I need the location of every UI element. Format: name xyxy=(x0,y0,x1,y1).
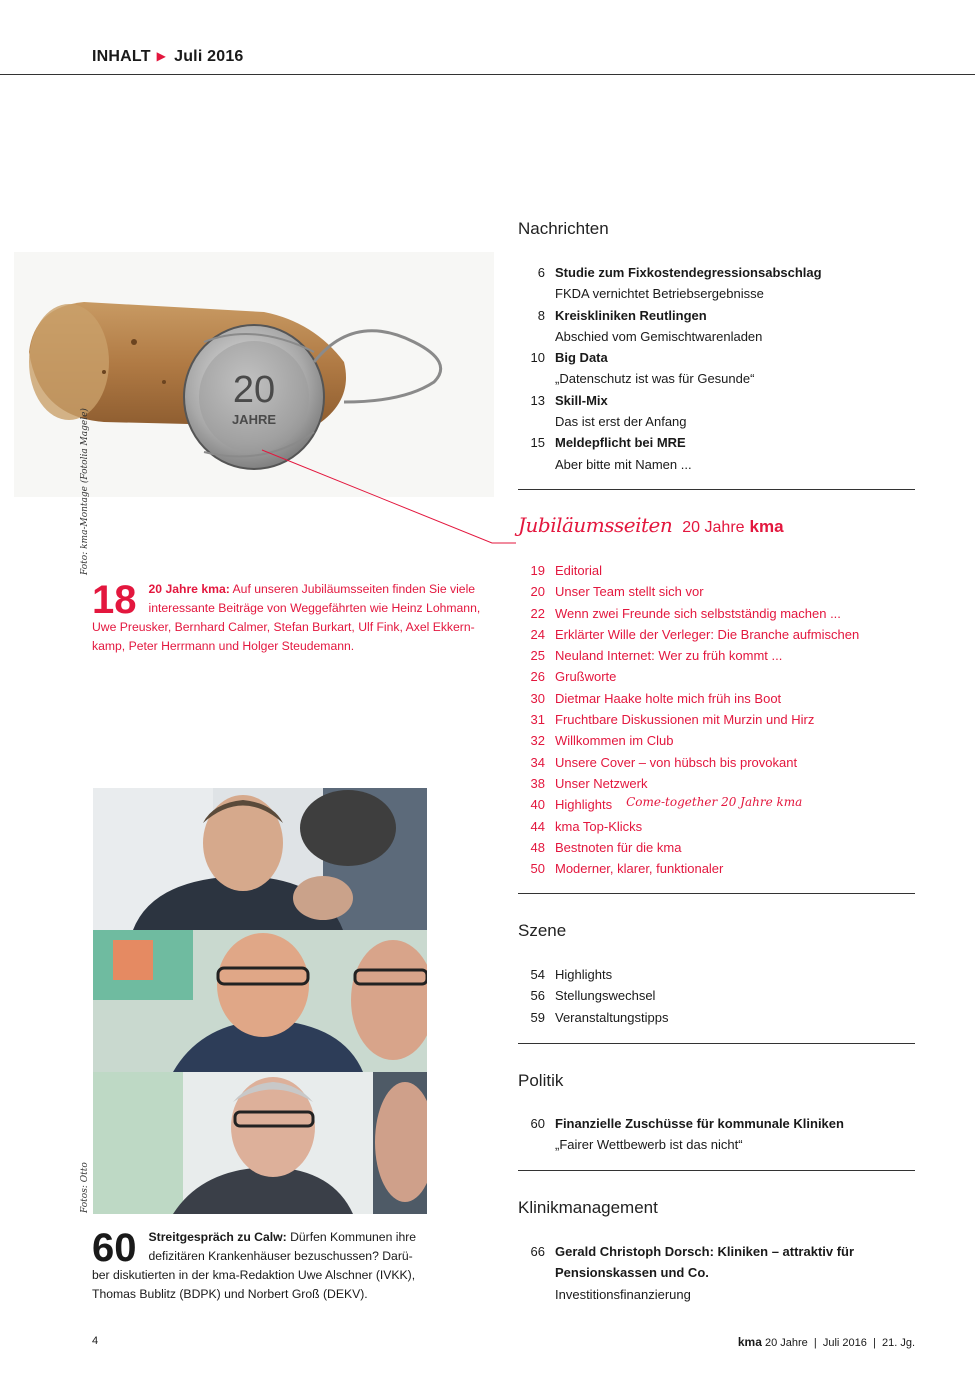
toc-title: Skill-Mix xyxy=(555,392,608,408)
footer-details: 20 Jahre | Juli 2016 | 21. Jg. xyxy=(764,1337,915,1349)
toc-page: 13 xyxy=(530,392,545,408)
feature-caption-bottom xyxy=(92,1228,428,1304)
toc-entry[interactable] xyxy=(518,730,859,751)
toc-page: 32 xyxy=(530,733,545,749)
toc-entry[interactable] xyxy=(518,858,859,879)
jubilaeum-title: 20 Jahre xyxy=(682,519,745,536)
feature-caption-top xyxy=(92,580,484,656)
toc-title: Fruchtbare Diskussionen mit Murzin und Hirz xyxy=(555,712,815,728)
toc-szene xyxy=(518,964,668,1028)
toc-title: Moderner, klarer, funktionaler xyxy=(555,861,724,877)
toc-title: Kreiskliniken Reutlingen xyxy=(555,307,707,323)
feature-lead: 20 Jahre kma: xyxy=(148,582,230,596)
section-divider xyxy=(518,1043,915,1044)
section-divider xyxy=(518,489,915,490)
toc-title: Unsere Cover – von hübsch bis provokant xyxy=(555,754,798,770)
toc-title: Veranstaltungstipps xyxy=(555,1009,669,1025)
toc-entry[interactable] xyxy=(518,794,859,815)
toc-title: Unser Team stellt sich vor xyxy=(555,584,704,600)
toc-title-continued: Pensionskassen und Co. xyxy=(555,1265,709,1281)
page-number: 4 xyxy=(92,1335,99,1347)
toc-entry[interactable] xyxy=(518,560,859,581)
toc-entry[interactable] xyxy=(518,666,859,687)
toc-entry[interactable] xyxy=(518,1241,854,1262)
feature-page-number: 60 xyxy=(92,1226,137,1270)
toc-title: Unser Netzwerk xyxy=(555,775,648,791)
photo-credit: Foto: kma-Montage (Fotolia Magele) xyxy=(80,408,90,575)
footer-brand: kma xyxy=(737,1335,762,1349)
toc-page: 30 xyxy=(530,690,545,706)
section-title-nachrichten: Nachrichten xyxy=(518,219,609,238)
jubilaeum-brand: kma xyxy=(749,517,784,536)
feature-text: Dürfen Kommunen ihre defizitären Krankenhäuser bezuschussen? Darü-ber diskutierten in der kma-Redaktion Uwe Alschner (IVKK), Thomas Bublitz (BDPK) und Norbert Groß (DEKV). xyxy=(92,1230,417,1301)
toc-entry[interactable] xyxy=(518,1113,844,1134)
discussion-photo-3 xyxy=(93,1072,427,1214)
triangle-right-icon: ▶ xyxy=(156,49,167,63)
toc-page: 19 xyxy=(530,563,545,578)
toc-entry[interactable] xyxy=(518,432,822,453)
toc-entry[interactable] xyxy=(518,688,859,709)
toc-entry[interactable] xyxy=(518,985,668,1006)
toc-subtitle: Das ist erst der Anfang xyxy=(555,414,687,430)
toc-page: 56 xyxy=(530,988,545,1004)
toc-klinikmanagement xyxy=(518,1241,854,1305)
toc-title: Big Data xyxy=(555,350,608,366)
toc-entry[interactable] xyxy=(518,773,859,794)
toc-entry[interactable] xyxy=(518,347,822,368)
photo-credit: Fotos: Otto xyxy=(80,1162,90,1213)
cap-label: JAHRE xyxy=(231,412,277,427)
toc-entry[interactable] xyxy=(518,603,859,624)
toc-subtitle: Investitionsfinanzierung xyxy=(555,1286,691,1302)
toc-title: Studie zum Fixkostendegressionsabschlag xyxy=(555,265,822,280)
toc-page: 48 xyxy=(530,839,545,855)
toc-title: Highlights xyxy=(555,967,613,982)
toc-subtitle: „Fairer Wettbewerb ist das nicht“ xyxy=(555,1137,743,1153)
toc-entry[interactable] xyxy=(518,581,859,602)
section-title-szene: Szene xyxy=(518,921,567,940)
toc-title: Stellungswechsel xyxy=(555,988,656,1004)
toc-entry[interactable] xyxy=(518,624,859,645)
toc-page: 50 xyxy=(530,861,545,877)
toc-page: 34 xyxy=(530,754,545,770)
toc-politik xyxy=(518,1113,844,1156)
toc-entry[interactable] xyxy=(518,390,822,411)
header-rule xyxy=(0,74,975,75)
toc-entry[interactable] xyxy=(518,262,822,283)
toc-page: 54 xyxy=(530,967,545,982)
feature-text: Auf unseren Jubiläumsseiten finden Sie viele interessante Beiträge von Weggefährten wie Heinz Lohmann, Uwe Preusker, Bernhard Calmer, Stefan Burkart, Ulf Fink, Axel Ekkern-kamp, Peter Herrmann und Holger Steudemann. xyxy=(92,582,481,653)
section-divider xyxy=(518,893,915,894)
toc-page: 10 xyxy=(530,350,545,366)
toc-subtitle: Aber bitte mit Namen ... xyxy=(555,456,692,472)
toc-entry[interactable] xyxy=(518,305,822,326)
toc-entry[interactable] xyxy=(518,709,859,730)
toc-page: 44 xyxy=(530,818,545,834)
toc-title: kma Top-Klicks xyxy=(555,818,643,834)
toc-title: Bestnoten für die kma xyxy=(555,839,682,855)
toc-page: 38 xyxy=(530,775,545,791)
toc-entry[interactable] xyxy=(518,964,668,985)
toc-title: Wenn zwei Freunde sich selbstständig machen ... xyxy=(555,605,841,621)
toc-nachrichten xyxy=(518,262,822,475)
toc-entry[interactable] xyxy=(518,752,859,773)
discussion-photo-2 xyxy=(93,930,427,1072)
toc-page: 25 xyxy=(530,648,545,664)
toc-jubilaeum xyxy=(518,560,859,879)
toc-page: 40 xyxy=(530,797,545,813)
feature-page-number: 18 xyxy=(92,578,137,622)
section-divider xyxy=(518,1170,915,1171)
toc-title: Grußworte xyxy=(555,669,617,685)
toc-page: 59 xyxy=(530,1009,545,1025)
footer-issue-info xyxy=(738,1335,915,1349)
toc-title: Finanzielle Zuschüsse für kommunale Kliniken xyxy=(555,1116,844,1131)
toc-title: Gerald Christoph Dorsch: Kliniken – attraktiv für xyxy=(555,1244,855,1259)
section-title-klinikmanagement: Klinikmanagement xyxy=(518,1198,658,1217)
jubilaeum-script-title: Jubiläumsseiten xyxy=(518,513,673,537)
toc-title: Neuland Internet: Wer zu früh kommt ... xyxy=(555,648,783,664)
toc-page: 15 xyxy=(530,435,545,451)
toc-page: 66 xyxy=(530,1244,545,1259)
toc-entry[interactable] xyxy=(518,1007,668,1028)
toc-entry[interactable] xyxy=(518,816,859,837)
toc-subtitle: FKDA vernichtet Betriebsergebnisse xyxy=(555,286,764,302)
page-header xyxy=(92,48,244,66)
toc-page: 8 xyxy=(537,307,545,323)
toc-title: Willkommen im Club xyxy=(555,733,674,749)
discussion-photo-1 xyxy=(93,788,427,930)
toc-page: 60 xyxy=(530,1116,545,1131)
toc-entry[interactable] xyxy=(518,837,859,858)
section-title-jubilaeum xyxy=(518,513,784,537)
toc-title: Editorial xyxy=(555,563,602,578)
toc-page: 31 xyxy=(530,712,545,728)
toc-title: Erklärter Wille der Verleger: Die Branche aufmischen xyxy=(555,626,860,642)
toc-title: Dietmar Haake holte mich früh ins Boot xyxy=(555,690,782,706)
toc-page: 26 xyxy=(530,669,545,685)
section-title-politik: Politik xyxy=(518,1071,564,1090)
header-section: INHALT xyxy=(92,48,151,65)
feature-lead: Streitgespräch zu Calw: xyxy=(148,1230,287,1244)
toc-subtitle: Abschied vom Gemischtwarenladen xyxy=(555,328,763,344)
toc-title: Meldepflicht bei MRE xyxy=(555,435,686,451)
header-issue: Juli 2016 xyxy=(174,48,244,65)
toc-page: 6 xyxy=(537,265,545,280)
highlight-script-note: Come-together 20 Jahre kma xyxy=(626,795,803,810)
toc-page: 20 xyxy=(530,584,545,600)
cap-number: 20 xyxy=(232,369,276,411)
toc-entry[interactable] xyxy=(518,645,859,666)
toc-subtitle: „Datenschutz ist was für Gesunde“ xyxy=(555,371,755,387)
toc-page: 22 xyxy=(530,605,545,621)
toc-title: Highlights xyxy=(555,797,613,813)
toc-page: 24 xyxy=(530,626,545,642)
